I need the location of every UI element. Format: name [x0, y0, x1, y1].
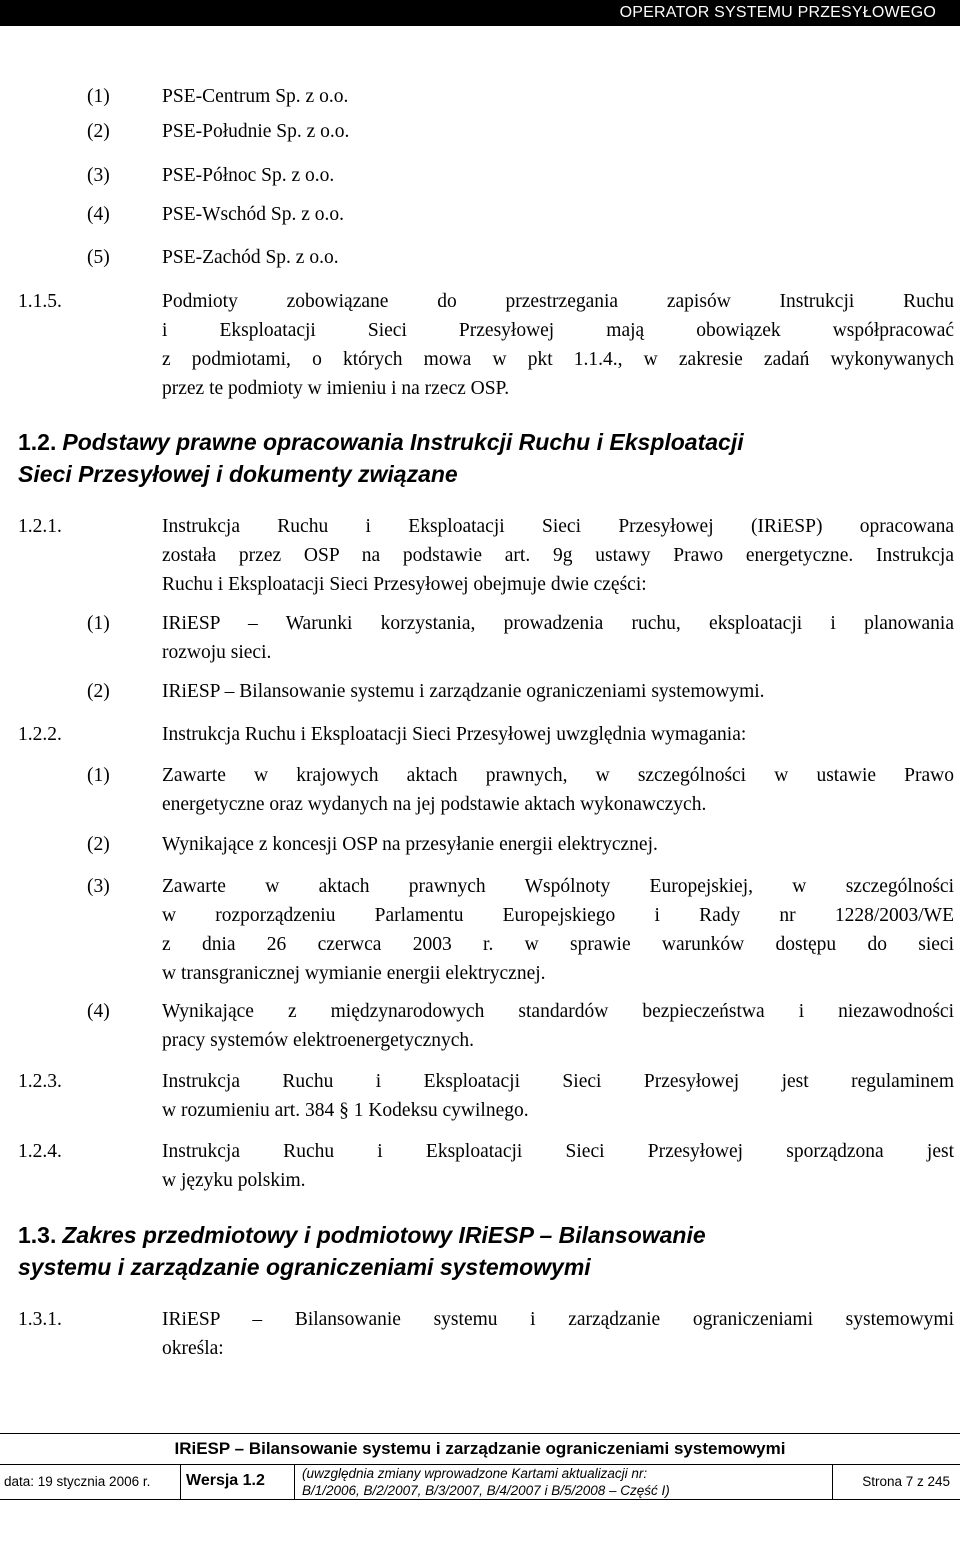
list-item-number: (4)	[87, 1001, 110, 1022]
text-line: energetyczne oraz wydanych na jej podstawie aktach wykonawczych.	[162, 794, 707, 815]
text-line: i Eksploatacji Sieci Przesyłowej mają obowiązek współpracować	[162, 320, 954, 341]
footer-divider	[294, 1465, 295, 1499]
text-line: Podmioty zobowiązane do przestrzegania zapisów Instrukcji Ruchu	[162, 291, 954, 312]
section-number: 1.2.	[18, 429, 57, 455]
paragraph-1-1-5	[162, 287, 954, 403]
text-line: określa:	[162, 1338, 224, 1359]
footer-date: data: 19 stycznia 2006 r.	[4, 1474, 151, 1489]
header-title: OPERATOR SYSTEMU PRZESYŁOWEGO	[619, 4, 936, 21]
footer-page-number: Strona 7 z 245	[862, 1474, 950, 1489]
paragraph-1-3-1	[162, 1305, 954, 1363]
paragraph-number: 1.3.1.	[18, 1309, 62, 1330]
text-line: w języku polskim.	[162, 1170, 306, 1191]
footer-blank-row	[0, 1500, 960, 1556]
footer-revision-note	[302, 1465, 722, 1499]
paragraph-number: 1.2.1.	[18, 516, 62, 537]
text-line: Instrukcja Ruchu i Eksploatacji Sieci Przesyłowej uwzględnia wymagania:	[162, 724, 747, 745]
list-item: PSE-Wschód Sp. z o.o.	[162, 204, 344, 225]
section-heading-1-2	[18, 426, 744, 490]
section-title-line: systemu i zarządzanie ograniczeniami systemowymi	[18, 1254, 591, 1280]
list-item-number: (2)	[87, 834, 110, 855]
text-line: Ruchu i Eksploatacji Sieci Przesyłowej obejmuje dwie części:	[162, 574, 647, 595]
text-line: IRiESP – Bilansowanie systemu i zarządzanie ograniczeniami systemowymi.	[162, 681, 765, 702]
list-item-number: (2)	[87, 121, 110, 142]
text-line: została przez OSP na podstawie art. 9g ustawy Prawo energetyczne. Instrukcja	[162, 545, 954, 566]
text-line: w transgranicznej wymianie energii elektrycznej.	[162, 963, 546, 984]
list-item	[162, 761, 954, 819]
footer-note-line: (uwzględnia zmiany wprowadzone Kartami aktualizacji nr:	[302, 1466, 648, 1481]
footer-title: IRiESP – Bilansowanie systemu i zarządzanie ograniczeniami systemowymi	[0, 1434, 960, 1465]
page-header	[0, 0, 960, 26]
footer-note-line: B/1/2006, B/2/2007, B/3/2007, B/4/2007 i B/5/2008 – Część I)	[302, 1483, 670, 1498]
page-footer	[0, 1433, 960, 1556]
list-item-number: (5)	[87, 247, 110, 268]
text-line: pracy systemów elektroenergetycznych.	[162, 1030, 475, 1051]
footer-info-row	[0, 1465, 960, 1500]
text-line: Instrukcja Ruchu i Eksploatacji Sieci Przesyłowej sporządzona jest	[162, 1141, 954, 1162]
text-line: w rozporządzeniu Parlamentu Europejskiego i Rady nr 1228/2003/WE	[162, 905, 954, 926]
list-item	[162, 997, 954, 1055]
footer-version: Wersja 1.2	[186, 1472, 265, 1489]
list-item-number: (4)	[87, 204, 110, 225]
paragraph-number: 1.1.5.	[18, 291, 62, 312]
list-item-number: (3)	[87, 165, 110, 186]
text-line: IRiESP – Warunki korzystania, prowadzenia ruchu, eksploatacji i planowania	[162, 613, 954, 634]
text-line: IRiESP – Bilansowanie systemu i zarządzanie ograniczeniami systemowymi	[162, 1309, 954, 1330]
list-item-number: (2)	[87, 681, 110, 702]
list-item	[162, 830, 954, 859]
list-item: PSE-Zachód Sp. z o.o.	[162, 247, 339, 268]
paragraph-1-2-2	[162, 720, 954, 749]
text-line: Wynikające z koncesji OSP na przesyłanie energii elektrycznej.	[162, 834, 658, 855]
paragraph-number: 1.2.3.	[18, 1071, 62, 1092]
list-item	[162, 609, 954, 667]
list-item: PSE-Centrum Sp. z o.o.	[162, 86, 349, 107]
text-line: rozwoju sieci.	[162, 642, 272, 663]
paragraph-1-2-1	[162, 512, 954, 599]
section-title-line: Sieci Przesyłowej i dokumenty związane	[18, 461, 458, 487]
list-item: PSE-Południe Sp. z o.o.	[162, 121, 350, 142]
paragraph-1-2-4	[162, 1137, 954, 1195]
text-line: Instrukcja Ruchu i Eksploatacji Sieci Przesyłowej (IRiESP) opracowana	[162, 516, 954, 537]
section-title-line: Podstawy prawne opracowania Instrukcji Ruchu i Eksploatacji	[62, 429, 744, 455]
paragraph-number: 1.2.4.	[18, 1141, 62, 1162]
list-item	[162, 872, 954, 988]
text-line: z podmiotami, o których mowa w pkt 1.1.4., w zakresie zadań wykonywanych	[162, 349, 954, 370]
list-item	[162, 677, 954, 706]
list-item: PSE-Północ Sp. z o.o.	[162, 165, 335, 186]
text-line: przez te podmioty w imieniu i na rzecz OSP.	[162, 378, 510, 399]
section-heading-1-3	[18, 1219, 706, 1283]
text-line: Zawarte w krajowych aktach prawnych, w szczególności w ustawie Prawo	[162, 765, 954, 786]
paragraph-1-2-3	[162, 1067, 954, 1125]
list-item-number: (3)	[87, 876, 110, 897]
list-item-number: (1)	[87, 765, 110, 786]
footer-divider	[180, 1465, 181, 1499]
list-item-number: (1)	[87, 613, 110, 634]
section-number: 1.3.	[18, 1222, 57, 1248]
text-line: Wynikające z międzynarodowych standardów bezpieczeństwa i niezawodności	[162, 1001, 954, 1022]
text-line: w rozumieniu art. 384 § 1 Kodeksu cywilnego.	[162, 1100, 529, 1121]
text-line: z dnia 26 czerwca 2003 r. w sprawie warunków dostępu do sieci	[162, 934, 954, 955]
text-line: Instrukcja Ruchu i Eksploatacji Sieci Przesyłowej jest regulaminem	[162, 1071, 954, 1092]
section-title-line: Zakres przedmiotowy i podmiotowy IRiESP – Bilansowanie	[62, 1222, 706, 1248]
text-line: Zawarte w aktach prawnych Wspólnoty Europejskiej, w szczególności	[162, 876, 954, 897]
list-item-number: (1)	[87, 86, 110, 107]
paragraph-number: 1.2.2.	[18, 724, 62, 745]
